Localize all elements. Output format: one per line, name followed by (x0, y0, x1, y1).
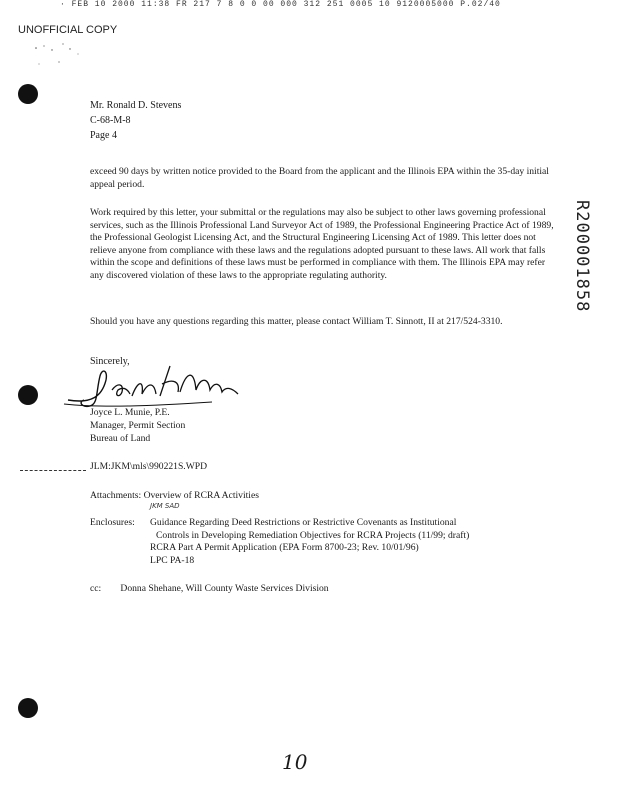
reference-code: JLM:JKM\mls\990221S.WPD (90, 461, 208, 472)
signer-bureau: Bureau of Land (90, 433, 151, 444)
enclosures-block (90, 517, 469, 567)
attachments-label: Attachments: (90, 490, 142, 501)
margin-dash-line (20, 470, 86, 471)
page-label: Page 4 (90, 130, 117, 141)
scan-speckles (30, 40, 90, 70)
bates-number: R200001858 (572, 200, 592, 313)
enclosure-item: RCRA Part A Permit Application (EPA Form 8700-23; Rev. 10/01/96) (150, 542, 419, 554)
signer-block (90, 406, 185, 445)
signer-title: Manager, Permit Section (90, 420, 186, 431)
cc-label: cc: (90, 583, 102, 594)
enclosure-item: Guidance Regarding Deed Restrictions or Restrictive Covenants as Institutional (150, 517, 457, 528)
addressee-block (90, 98, 181, 143)
attachments-item: Overview of RCRA Activities (143, 490, 259, 501)
fax-transmission-header: · FEB 10 2000 11:38 FR 217 7 8 0 0 00 000 312 251 0005 10 9120005000 P.02/40 (60, 0, 501, 9)
unofficial-copy-label: UNOFFICIAL COPY (18, 24, 118, 36)
punch-hole-bottom (18, 698, 38, 718)
signer-name: Joyce L. Munie, P.E. (90, 407, 170, 418)
enclosure-item: Controls in Developing Remediation Objectives for RCRA Projects (11/99; draft) (156, 529, 470, 541)
paragraph-appeal-period: exceed 90 days by written notice provided to the Board from the applicant and the Illinois EPA within the 35-day initial appeal period. (90, 166, 549, 190)
handwritten-initials: JKM SAD (150, 502, 180, 510)
file-number: C-68-M-8 (90, 115, 131, 126)
attachments-line (90, 490, 259, 501)
enclosure-item: LPC PA-18 (150, 554, 195, 566)
cc-line (90, 583, 329, 594)
handwritten-page-number: 10 (282, 750, 308, 774)
enclosures-label: Enclosures: (90, 517, 135, 528)
closing: Sincerely, (90, 356, 130, 367)
addressee-name: Mr. Ronald D. Stevens (90, 100, 182, 111)
punch-hole-top (18, 84, 38, 104)
paragraph-professional-laws: Work required by this letter, your submittal or the regulations may also be subject to other laws governing professional services, such as the Illinois Professional Land Surveyor Act of 1989, the Professional Engineering Practice Act of 1989, the Professional Geologist Licensing Act, and the Structural Engineering Licensing Act of 1989. This letter does not relieve anyone from compliance with these laws and the regulations adopted pursuant to these laws. All work that falls within the scope and definitions of these laws must be performed in compliance with them. The Illinois EPA may refer any discovered violation of these laws to the appropriate regulating authority. (90, 207, 554, 281)
cc-recipient: Donna Shehane, Will County Waste Services Division (120, 583, 329, 594)
paragraph-contact: Should you have any questions regarding this matter, please contact William T. Sinnott, II at 217/524-3310. (90, 316, 503, 327)
punch-hole-middle (18, 385, 38, 405)
